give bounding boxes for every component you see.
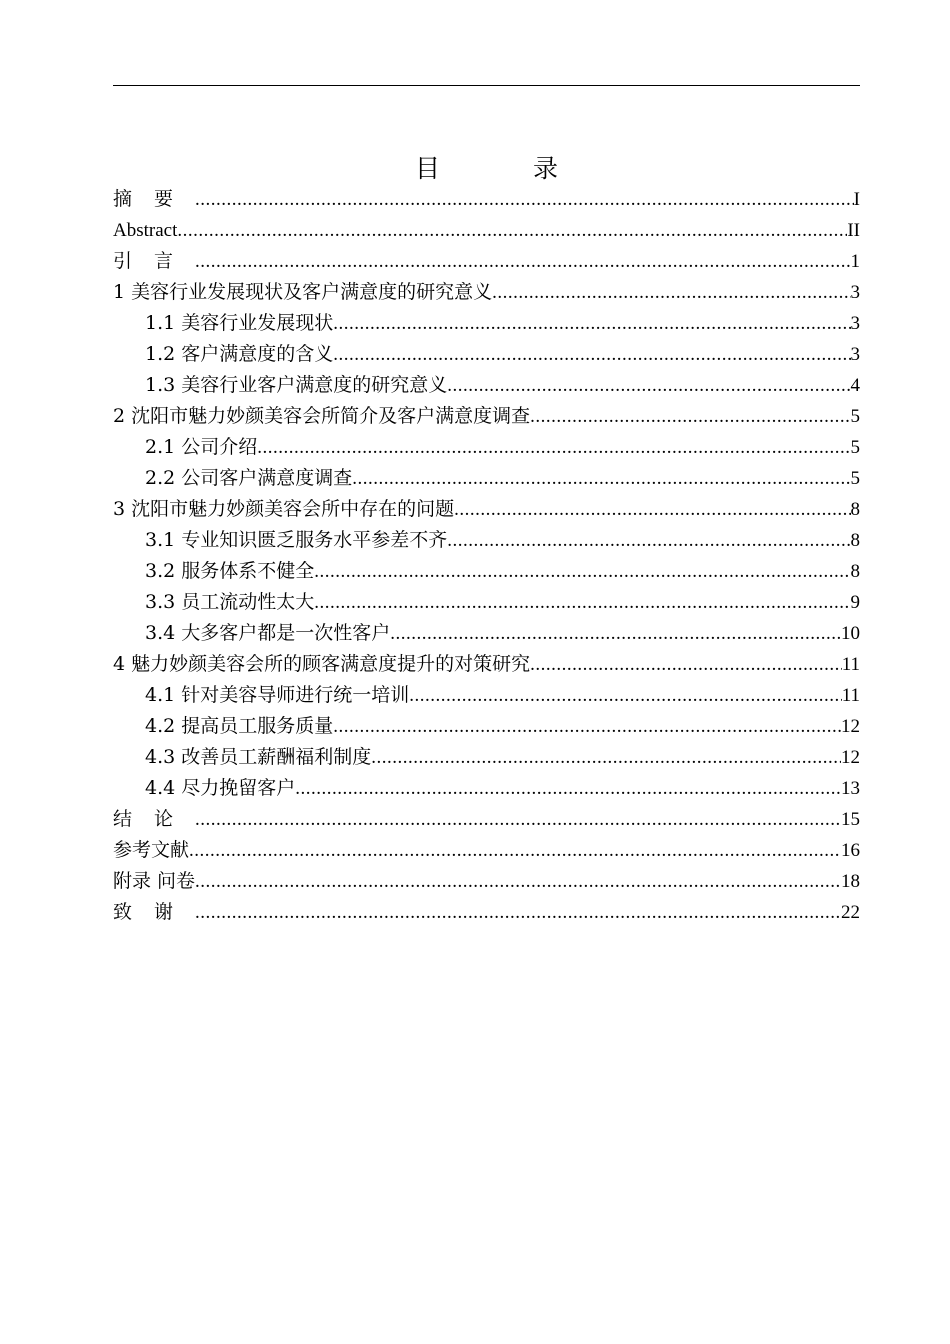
toc-dot-leader: [390, 618, 841, 649]
toc-entry-title: 3.3 员工流动性太大: [145, 591, 315, 613]
toc-dot-leader: [195, 897, 841, 928]
toc-page-number: 8: [850, 561, 860, 582]
toc-entry-title: 4.3 改善员工薪酬福利制度: [145, 746, 372, 768]
toc-page-number: 13: [841, 778, 860, 799]
toc-entry-title: 致谢: [113, 901, 196, 923]
toc-entry-title: 3.1 专业知识匮乏服务水平参差不齐: [145, 529, 448, 551]
toc-page-number: 8: [850, 499, 860, 520]
toc-page-number: 5: [850, 406, 860, 427]
toc-dot-leader: [333, 711, 841, 742]
toc-dot-leader: [371, 742, 841, 773]
table-of-contents: [113, 184, 860, 928]
toc-entry-title: 4.1 针对美容导师进行统一培训: [145, 684, 410, 706]
toc-entry[interactable]: [113, 804, 860, 835]
toc-page-number: 11: [841, 685, 860, 706]
toc-page-number: 12: [841, 747, 860, 768]
toc-page-number: 16: [841, 840, 860, 861]
toc-dot-leader: [333, 339, 850, 370]
toc-page-number: 8: [850, 530, 860, 551]
toc-entry[interactable]: [113, 463, 860, 494]
toc-dot-leader: [530, 401, 850, 432]
toc-dot-leader: [314, 587, 850, 618]
toc-page-number: II: [847, 220, 860, 241]
toc-entry[interactable]: [113, 184, 860, 215]
toc-entry-title: Abstract: [113, 220, 178, 241]
toc-entry[interactable]: [113, 370, 860, 401]
toc-dot-leader: [257, 432, 850, 463]
toc-page-number: 3: [850, 282, 860, 303]
toc-dot-leader: [447, 525, 850, 556]
toc-entry[interactable]: [113, 215, 860, 246]
toc-page-number: 9: [850, 592, 860, 613]
toc-entry[interactable]: [113, 556, 860, 587]
toc-entry-title: 摘要: [113, 188, 196, 210]
toc-page-number: 10: [841, 623, 860, 644]
toc-entry[interactable]: [113, 339, 860, 370]
toc-page-number: 11: [841, 654, 860, 675]
toc-entry-title: 1.2 客户满意度的含义: [145, 343, 334, 365]
toc-dot-leader: [295, 773, 841, 804]
toc-entry[interactable]: [113, 649, 860, 680]
toc-entry-title: 1.3 美容行业客户满意度的研究意义: [145, 374, 448, 396]
toc-dot-leader: [195, 184, 854, 215]
toc-entry[interactable]: [113, 246, 860, 277]
toc-entry-title: 1.1 美容行业发展现状: [145, 312, 334, 334]
toc-entry-title: 1 美容行业发展现状及客户满意度的研究意义: [113, 281, 493, 303]
toc-page-number: 18: [841, 871, 860, 892]
toc-page-number: I: [853, 189, 860, 210]
toc-entry-title: 4.2 提高员工服务质量: [145, 715, 334, 737]
toc-entry-title: 2.1 公司介绍: [145, 436, 258, 458]
toc-entry[interactable]: [113, 401, 860, 432]
toc-entry[interactable]: [113, 587, 860, 618]
toc-page-number: 12: [841, 716, 860, 737]
toc-entry-title: 3.2 服务体系不健全: [145, 560, 315, 582]
toc-entry[interactable]: [113, 618, 860, 649]
toc-page-number: 3: [850, 344, 860, 365]
toc-title: 目 录: [414, 154, 592, 183]
toc-entry-title: 2 沈阳市魅力妙颜美容会所简介及客户满意度调查: [113, 405, 531, 427]
toc-dot-leader: [177, 215, 847, 246]
toc-page-number: 5: [850, 437, 860, 458]
toc-entry-title: 3.4 大多客户都是一次性客户: [145, 622, 391, 644]
toc-dot-leader: [333, 308, 850, 339]
toc-dot-leader: [454, 494, 850, 525]
toc-entry[interactable]: [113, 835, 860, 866]
toc-entry[interactable]: [113, 742, 860, 773]
toc-dot-leader: [195, 246, 850, 277]
toc-dot-leader: [530, 649, 842, 680]
toc-entry[interactable]: [113, 308, 860, 339]
toc-entry-title: 4.4 尽力挽留客户: [145, 777, 296, 799]
toc-entry-title: 2.2 公司客户满意度调查: [145, 467, 353, 489]
toc-dot-leader: [195, 804, 841, 835]
header-rule: [113, 85, 860, 86]
toc-entry[interactable]: [113, 773, 860, 804]
toc-dot-leader: [447, 370, 850, 401]
toc-entry-title: 4 魅力妙颜美容会所的顾客满意度提升的对策研究: [113, 653, 531, 675]
toc-dot-leader: [189, 835, 841, 866]
toc-entry[interactable]: [113, 897, 860, 928]
toc-dot-leader: [314, 556, 850, 587]
toc-entry-title: 参考文献: [113, 839, 190, 861]
toc-entry-title: 引言: [113, 250, 196, 272]
toc-page-number: 4: [850, 375, 860, 396]
toc-entry[interactable]: [113, 680, 860, 711]
toc-entry[interactable]: [113, 525, 860, 556]
toc-page-number: 5: [850, 468, 860, 489]
toc-entry[interactable]: [113, 711, 860, 742]
toc-entry[interactable]: [113, 494, 860, 525]
toc-page-number: 1: [850, 251, 860, 272]
toc-entry[interactable]: [113, 277, 860, 308]
toc-dot-leader: [352, 463, 850, 494]
toc-page-number: 22: [841, 902, 860, 923]
toc-entry[interactable]: [113, 432, 860, 463]
toc-dot-leader: [195, 866, 841, 897]
toc-page-number: 15: [841, 809, 860, 830]
toc-page-number: 3: [850, 313, 860, 334]
toc-dot-leader: [409, 680, 841, 711]
toc-entry-title: 附录 问卷: [113, 870, 196, 892]
toc-entry[interactable]: [113, 866, 860, 897]
toc-entry-title: 3 沈阳市魅力妙颜美容会所中存在的问题: [113, 498, 455, 520]
toc-dot-leader: [492, 277, 850, 308]
toc-entry-title: 结论: [113, 808, 196, 830]
